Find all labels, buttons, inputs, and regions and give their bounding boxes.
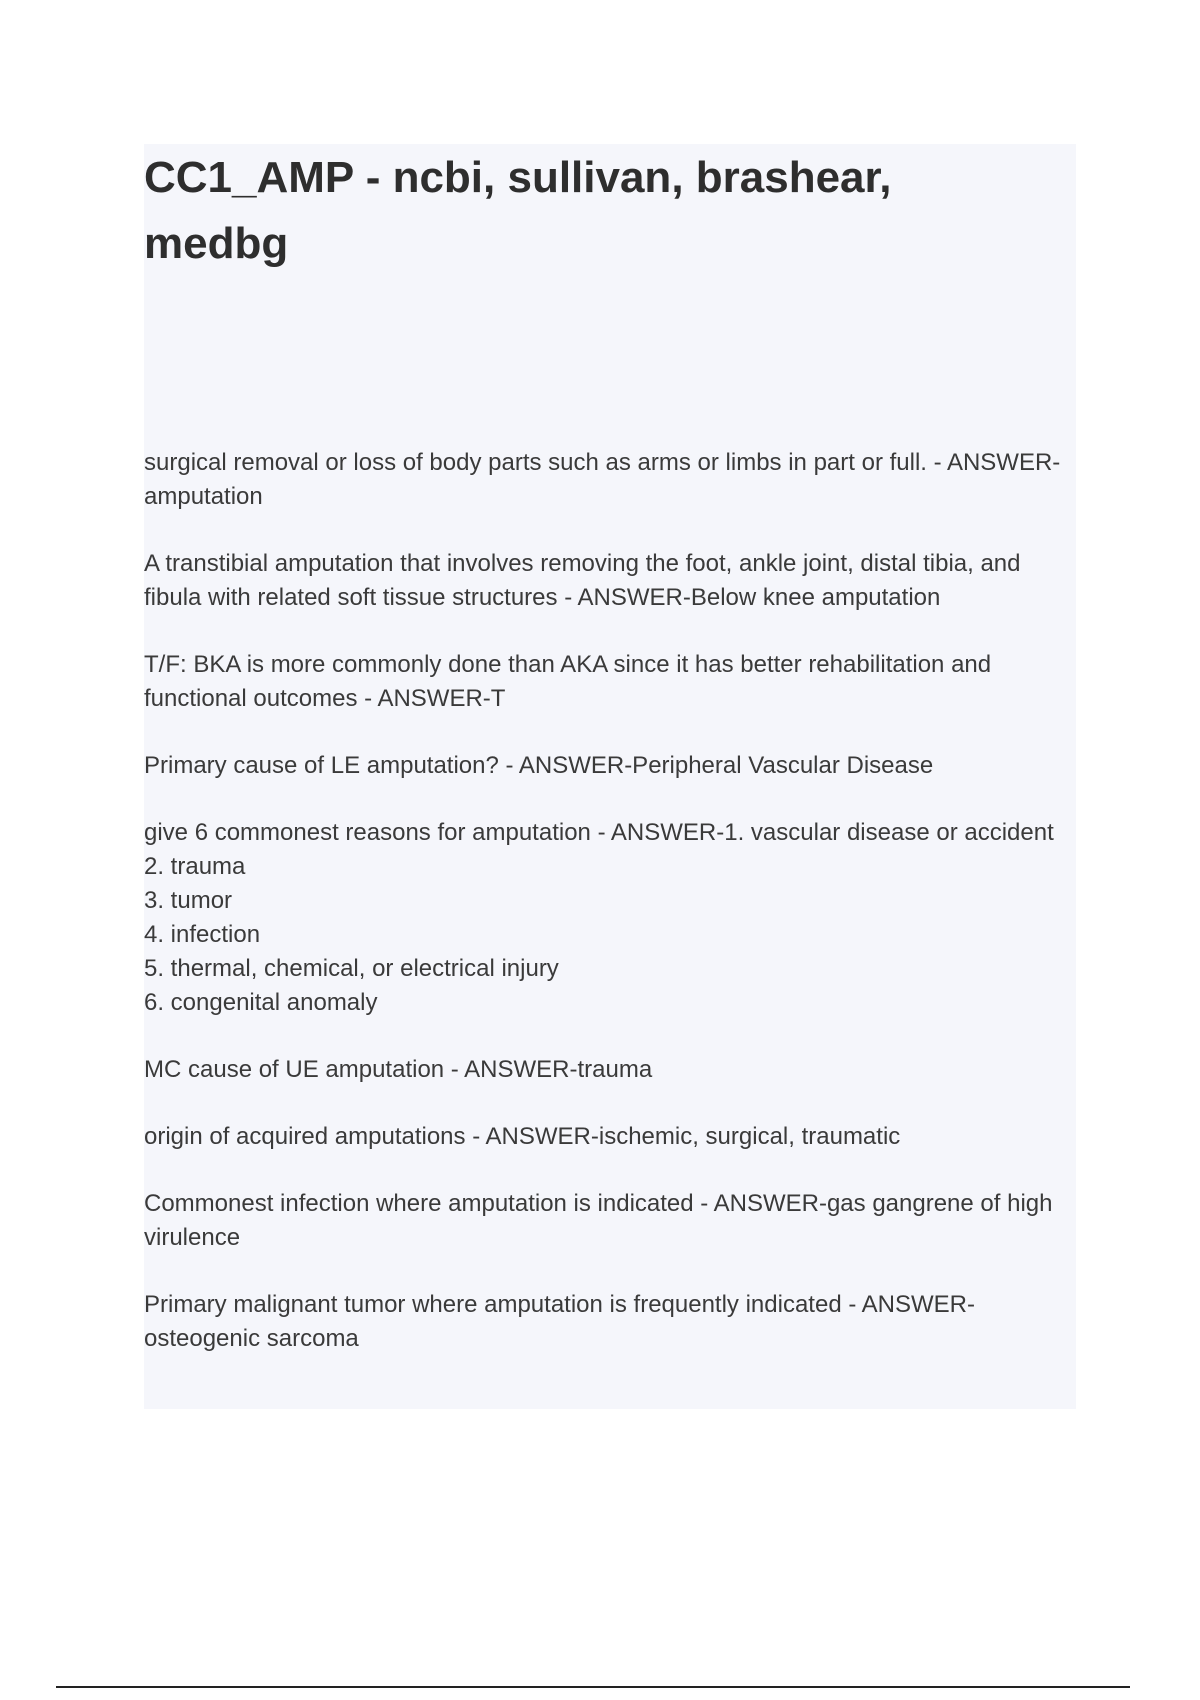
qa-item: A transtibial amputation that involves removing the foot, ankle joint, distal tibia, and fibula with related soft tissue structures - ANSWER-Below knee amputation [144, 550, 1021, 611]
qa-item: Commonest infection where amputation is indicated - ANSWER-gas gangrene of high virulence [144, 1190, 1053, 1251]
footer-divider [56, 1686, 1130, 1688]
document-title: CC1_AMP - ncbi, sullivan, brashear, medbg [144, 153, 892, 268]
qa-item: origin of acquired amputations - ANSWER-ischemic, surgical, traumatic [144, 1123, 901, 1150]
qa-list [144, 446, 1074, 1389]
qa-item: surgical removal or loss of body parts such as arms or limbs in part or full. - ANSWER-amputation [144, 449, 1061, 510]
qa-item: MC cause of UE amputation - ANSWER-trauma [144, 1056, 653, 1083]
qa-item: give 6 commonest reasons for amputation - ANSWER-1. vascular disease or accident 2. trauma 3. tumor 4. infection 5. thermal, chemical, or electrical injury 6. congenital anomaly [144, 819, 1054, 1016]
qa-item: Primary malignant tumor where amputation is frequently indicated - ANSWER-osteogenic sarcoma [144, 1291, 975, 1352]
qa-item: T/F: BKA is more commonly done than AKA since it has better rehabilitation and functional outcomes - ANSWER-T [144, 651, 992, 712]
qa-item: Primary cause of LE amputation? - ANSWER-Peripheral Vascular Disease [144, 752, 934, 779]
